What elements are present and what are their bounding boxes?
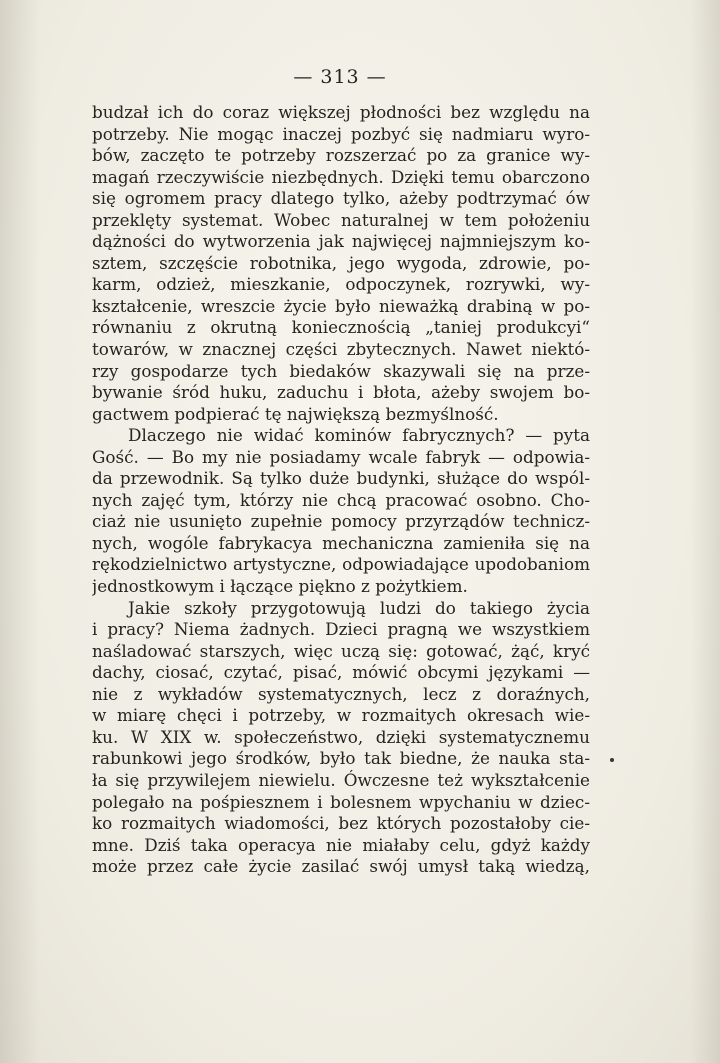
text-line: równaniu z okrutną koniecznością „taniej produkcyi“ xyxy=(92,317,590,338)
text-line: się ogromem pracy dlatego tylko, ażeby podtrzymać ów xyxy=(92,188,590,209)
page-edge-shadow-right xyxy=(690,0,720,1063)
text-line: rzy gospodarze tych biedaków skazywali się na prze- xyxy=(92,360,590,381)
text-line: karm, odzież, mieszkanie, odpoczynek, rozrywki, wy- xyxy=(92,274,590,295)
text-line: ku. W XIX w. społeczeństwo, dzięki systematycznemu xyxy=(92,726,590,747)
text-line: może przez całe życie zasilać swój umysł taką wiedzą, xyxy=(92,856,590,877)
ink-speck xyxy=(610,758,614,762)
text-line: rękodzielnictwo artystyczne, odpowiadające upodobaniom xyxy=(92,554,590,575)
text-line: naśladować starszych, więc uczą się: gotować, żąć, kryć xyxy=(92,640,590,661)
text-line: dachy, ciosać, czytać, pisać, mówić obcymi językami — xyxy=(92,662,590,683)
page-number: — 313 — xyxy=(293,66,387,88)
text-line: w miarę chęci i potrzeby, w rozmaitych okresach wie- xyxy=(92,705,590,726)
text-line: ciaż nie usunięto zupełnie pomocy przyrządów technicz- xyxy=(92,511,590,532)
body-text xyxy=(92,102,590,878)
text-line: kształcenie, wreszcie życie było nieważką drabiną w po- xyxy=(92,295,590,316)
text-line: magań rzeczywiście niezbędnych. Dzięki temu obarczono xyxy=(92,166,590,187)
text-line-paragraph-start: Jakie szkoły przygotowują ludzi do takiego życia xyxy=(128,597,590,618)
text-line-paragraph-end: gactwem podpierać tę największą bezmyślność. xyxy=(92,403,499,424)
page-edge-shadow-left xyxy=(0,0,40,1063)
text-line: mne. Dziś taka operacya nie miałaby celu, gdyż każdy xyxy=(92,834,590,855)
text-line: nych, wogóle fabrykacya mechaniczna zamieniła się na xyxy=(92,532,590,553)
text-line-paragraph-start: Dlaczego nie widać kominów fabrycznych? — pyta xyxy=(128,425,590,446)
text-line: ła się przywilejem niewielu. Ówczesne też wykształcenie xyxy=(92,769,590,790)
text-line: i pracy? Niema żadnych. Dzieci pragną we wszystkiem xyxy=(92,619,590,640)
text-line: bywanie śród huku, zaduchu i błota, ażeby swojem bo- xyxy=(92,382,590,403)
text-line-paragraph-end: jednostkowym i łączące piękno z pożytkiem. xyxy=(92,576,468,597)
text-line: da przewodnik. Są tylko duże budynki, służące do wspól- xyxy=(92,468,590,489)
text-line: dążności do wytworzenia jak najwięcej najmniejszym ko- xyxy=(92,231,590,252)
text-line: przeklęty systemat. Wobec naturalnej w tem położeniu xyxy=(92,209,590,230)
text-line: towarów, w znacznej części zbytecznych. Nawet niektó- xyxy=(92,339,590,360)
text-line: sztem, szczęście robotnika, jego wygoda, zdrowie, po- xyxy=(92,252,590,273)
text-line: ko rozmaitych wiadomości, bez których pozostałoby cie- xyxy=(92,813,590,834)
text-line: rabunkowi jego środków, było tak biedne, że nauka sta- xyxy=(92,748,590,769)
text-line: budzał ich do coraz większej płodności bez względu na xyxy=(92,102,590,122)
text-line: polegało na pośpiesznem i bolesnem wpychaniu w dziec- xyxy=(92,791,590,812)
text-line: nie z wykładów systematycznych, lecz z doraźnych, xyxy=(92,683,590,704)
text-line: bów, zaczęto te potrzeby rozszerzać po za granice wy- xyxy=(92,145,590,166)
text-line: potrzeby. Nie mogąc inaczej pozbyć się nadmiaru wyro- xyxy=(92,123,590,144)
text-line: Gość. — Bo my nie posiadamy wcale fabryk — odpowia- xyxy=(92,446,590,467)
text-line: nych zajęć tym, którzy nie chcą pracować osobno. Cho- xyxy=(92,489,590,510)
